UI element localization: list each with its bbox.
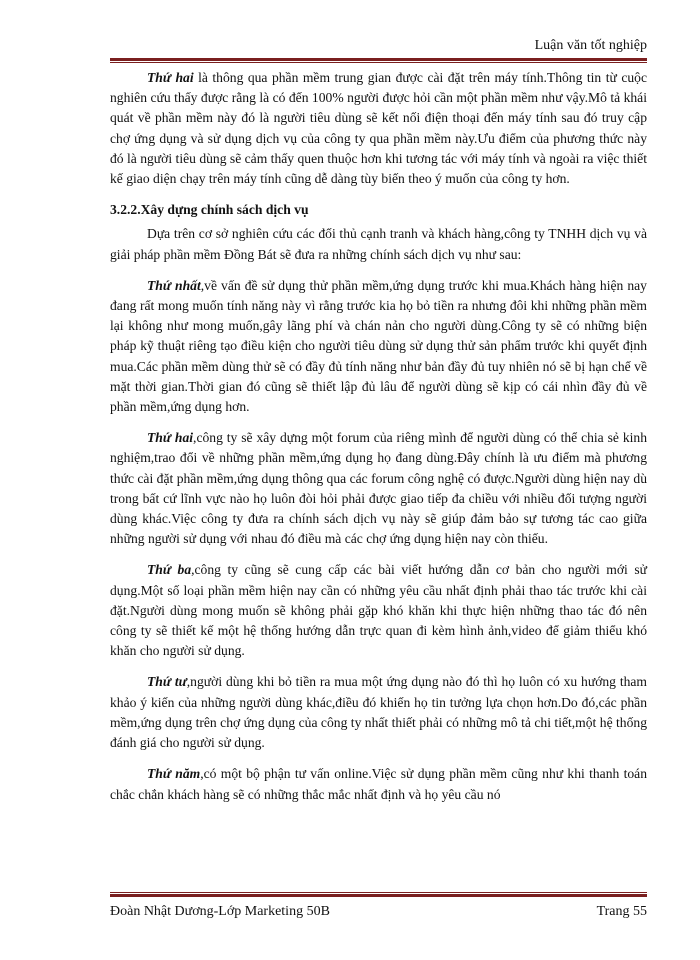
paragraph-lead: Thứ năm [147,766,201,782]
paragraph: Thứ ba,công ty cũng sẽ cung cấp các bài viết hướng dẫn cơ bản cho người mới sử dụng.Một số loại phần mềm hiện nay cần có những yêu cầu nhất định phải thao tác trước khi cài đặt.Người dùng mong muốn sẽ không phải gặp khó khăn khi thực hiện những thao tác đó nên công ty sẽ thiết kế một hệ thống hướng dẫn trực quan đi kèm hình ảnh,video để giảm thiểu khó khăn cho người sử dụng. [110,562,647,659]
paragraph-lead: Thứ hai [147,430,194,446]
body-text [110,68,647,816]
paragraph: Thứ năm,có một bộ phận tư vấn online.Việc sử dụng phần mềm cũng như khi thanh toán chắc chắn khách hàng sẽ có những thắc mắc nhất định và họ yêu cầu nó [110,766,647,802]
page-number: Trang 55 [596,904,647,919]
paragraph-lead: Thứ tư [147,674,187,690]
section-heading: 3.2.2.Xây dựng chính sách dịch vụ [110,202,309,218]
page-header: Luận văn tốt nghiệp [534,38,647,53]
paragraph: Thứ nhất,về vấn đề sử dụng thử phần mềm,ứng dụng trước khi mua.Khách hàng hiện nay đang rất mong muốn tính năng này vì rằng trước kia họ bỏ tiền ra nhưng đôi khi những phần mềm lại không như mong muốn,gây lãng phí và chán nản cho người dùng.Công ty sẽ có những biện pháp kỹ thuật riêng tạo điều kiện cho người tiêu dùng sử dụng thử sản phẩm trước khi quyết định mua.Các phần mềm dùng thử sẽ có đầy đủ tính năng như bản đầy đủ tuy nhiên nó sẽ bị hạn chế về mặt thời gian.Thời gian đó cũng sẽ thiết lập đủ lâu để người dùng sẽ kịp có cái nhìn đầy đủ về phần mềm,ứng dụng hơn. [110,277,647,415]
paragraph: Thứ tư,người dùng khi bỏ tiền ra mua một ứng dụng nào đó thì họ luôn có xu hướng tham khảo ý kiến của những người dùng khác,điều đó khiến họ tin tưởng lựa chọn hơn.Do đó,các phần mềm,ứng dụng trên chợ ứng dụng của công ty nhất thiết phải có những mô tả chi tiết,một hệ thống đánh giá cho người sử dụng. [110,674,647,751]
footer-author: Đoàn Nhật Dương-Lớp Marketing 50B [110,904,330,919]
paragraph-lead: Thứ ba [147,562,192,578]
paragraph: Thứ hai là thông qua phần mềm trung gian được cài đặt trên máy tính.Thông tin từ cuộc nghiên cứu thấy được rằng là có đến 100% người được hỏi cần một phần mềm như vậy.Mô tả khái quát về phần mềm này đó là người tiêu dùng sẽ kết nối điện thoại đến máy tính sau đó truy cập chợ ứng dụng và sử dụng dịch vụ của công ty qua phần mềm này.Ưu điểm của phương thức này đó là người tiêu dùng sẽ cảm thấy quen thuộc hơn khi tương tác với máy tính và ngoài ra việc thiết kế giao diện chạy trên máy tính cũng dễ dàng tùy biến theo ý muốn của công ty hơn. [110,70,647,187]
page-footer [110,904,647,920]
paragraph-lead: Thứ nhất [147,277,201,293]
paragraph-lead: Thứ hai [147,70,194,85]
header-rule [110,58,647,63]
footer-rule [110,892,647,897]
paragraph: Dựa trên cơ sở nghiên cứu các đối thủ cạnh tranh và khách hàng,công ty TNHH dịch vụ và giải pháp phần mềm Đồng Bát sẽ đưa ra những chính sách dịch vụ như sau: [110,226,647,262]
paragraph: Thứ hai,công ty sẽ xây dựng một forum của riêng mình để người dùng có thể chia sẻ kinh nghiệm,trao đổi về những phần mềm,ứng dụng họ đang dùng.Đây chính là ưu điểm mà phương thức cài đặt phần mềm,ứng dụng thông qua các forum công nghệ có được.Người dùng hiện nay dù trong bất cứ lĩnh vực nào họ luôn đòi hỏi phải được giao tiếp đa chiều với nhiều đối tượng người dùng khác.Việc công ty đưa ra chính sách dịch vụ này sẽ giúp đảm bảo sự tương tác cao giữa những người sử dụng với nhau đó điều mà các chợ ứng dụng hiện nay còn thiếu. [110,430,647,547]
